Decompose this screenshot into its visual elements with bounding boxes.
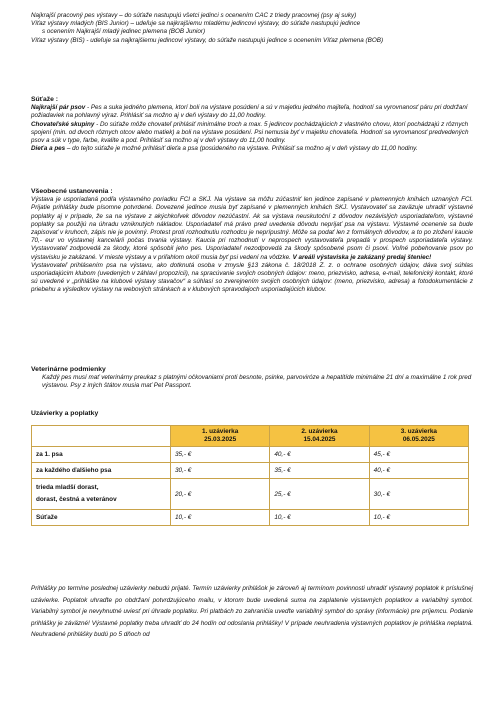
fees-row (32, 479, 469, 510)
fee-cell: 40,- € (270, 447, 369, 463)
fees-header-row (32, 426, 469, 447)
fees-row-label: za 1. psa (32, 447, 171, 463)
fee-cell: 30,- € (369, 479, 468, 510)
general-heading: Všeobecné ustanovenia : (31, 188, 113, 195)
fees-row (32, 510, 469, 526)
general-rules-text: Výstava je usporiadaná podľa výstavného poriadku FCI a SKJ. Na výstave sa môžu zúčastniť len jedince zapísané v plemenných knihách uznaných FCI. Prijatie prihlášky bude písomne potvrdené. Dovezené jedince musia byť zapísané v plemenných knihách SKJ. Vystavovateľ sa zaväzuje uhradiť výstavné poplatky aj v prípade, že sa na výstave z akýchkoľvek dôvodov nezúčastní. Ak sa výstava neuskutoční z dôvodov nezávislých usporiadateľom, výstavné poplatky sa použijú na úhradu vzniknutých nákladov. Usporiadateľ má právo pred uvedenia dôvodu neprijať psa na výstavu. Výstavné ocenenie sa bude zapisovať v kruhoch, zápis nie je povinný. Protest proti rozhodnutiu rozhodcu je neprípustný. Môže sa podať len z formálnych dôvodov, a to po zložení kaucie 70,- eur vo výstavnej kancelárii počas trvania výstavy. Kaucia pri rozhodnutí v neprospech vystavovateľa prepadá v prospech usporiadateľa výstavy. Vystavovateľ zodpovedá za škody, ktoré spôsobil jeho pes. Usporiadateľ nezodpovedá za škody spôsobené psom či psovi. Voľné pobehovanie psov po výstavisku je zakázané. V mieste výstavy a v priľahlom okolí musia byť psi vedení na vôdzke. (31, 196, 473, 261)
child-label: Dieťa a pes (31, 145, 66, 153)
award-bis: Víťaz výstavy (BIS) - udeľuje sa najkrajšiemu jedincovi výstavy, do súťaže nastupujú jedince s ocenením Víťaz plemena (BOB) (31, 36, 384, 44)
group-competition (31, 121, 473, 146)
fee-cell: 45,- € (369, 447, 468, 463)
vet-text: Každý pes musí mať veterinárny preukaz s platnými očkovaniami proti besnote, psinke, parvoviróze a hepatitíde minimálne 21 dní a maximálne 1 rok pred výstavou. Psy z iných štátov musia mať Pet Passport. (42, 374, 472, 390)
fees-header-empty (32, 426, 171, 447)
fees-row (32, 447, 469, 463)
fee-cell: 35,- € (270, 463, 369, 479)
general-rules (31, 196, 473, 262)
award-working-dog: Najkrajší pracovný pes výstavy – do súťaže nastupujú všetci jedinci s ocenením CAC z triedy pracovnej (psy aj suky) (31, 12, 357, 19)
pair-text: - Pes a suka jedného plemena, ktorí boli na výstave posúdení a sú v majetku jedného majiteľa, hodnotí sa vyrovnanosť páru pri dodržaní požiadaviek na pohlavný výraz. Prihlásiť sa možno aj v deň výstavy do 11,00 hodiny. (31, 104, 468, 120)
general-section (31, 188, 473, 295)
deadline-3-header: 3. uzávierka 06.05.2025 (369, 426, 468, 447)
fee-cell: 10,- € (171, 510, 270, 526)
footer-text: Prihlášky po termíne poslednej uzávierky nebudú prijaté. Termín uzávierky prihlášok je zároveň aj termínom povinnosti uhradiť výstavný poplatok k príslušnej uzávierke. Poplatok uhraďte po obdržaní potvrdzujúceho mailu, v ktorom bude uvedená suma na zaplatenie výstavných poplatkov a variabilný symbol. Variabilný symbol je nevyhnutné uviesť pri úhrade poplatku. Pri platbách zo zahraničia uveďte variabilný symbol do správy (informácie) pre príjemcu. Podanie prihlášky je záväzné! Výstavné poplatky treba uhradiť do 24 hodín od odoslania prihlášky! V prípade neuhradenia výstavných poplatkov je prihláška neplatná. Neuhradené prihlášky budú po 5 dňoch od (31, 585, 473, 639)
fee-cell: 25,- € (270, 479, 369, 510)
pair-competition (31, 104, 473, 120)
fees-table (31, 425, 469, 526)
vet-section (31, 366, 473, 391)
gdpr-consent: Vystavovateľ prihlásením psa na výstavu, ako dotknutá osoba v zmysle §13 zákona č. 18/2018 Z. z. o ochrane osobných údajov, dáva svoj súhlas usporiadajúcim klubom (uvedených v záhlaví propozícii), na spracúvanie svojich osobných údajov: meno, priezvisko, adresa, e-mail, telefonický kontakt, ktoré sú uvedené v „prihláške na klubové výstavy stavačov“ a súhlasí so zverejnením svojich osobných údajov: (meno, priezvisko, adresa) a fotodokumentácie z priebehu a výsledkov výstavy na webových stránkach a v klubových spravodajoch usporiadajúcich klubov. (31, 261, 473, 294)
fee-cell: 30,- € (171, 463, 270, 479)
deadline-2-header: 2. uzávierka 15.04.2025 (270, 426, 369, 447)
fee-cell: 10,- € (369, 510, 468, 526)
fees-row-label: za každého ďalšieho psa (32, 463, 171, 479)
footer-section (31, 583, 473, 641)
fees-row-label: trieda mladší dorast, dorast, čestná a veteránov (32, 479, 171, 510)
puppy-sale-ban: V areáli výstaviska je zakázaný predaj šteniec! (290, 253, 432, 261)
deadline-1-header: 1. uzávierka 25.03.2025 (171, 426, 270, 447)
award-bis-junior: Víťaz výstavy mladých (BIS Junior) – udeľuje sa najkrajšiemu mladému jedincovi výstavy, do súťaže nastupujú jedince (31, 20, 361, 28)
pair-label: Najkrajší pár psov (31, 104, 86, 112)
award-bis-junior-cont: s ocenením Najkrajší mladý jedinec plemena (BOB Junior) (42, 28, 206, 36)
fees-row-label: Súťaže (32, 510, 171, 526)
group-label: Chovateľské skupiny (31, 120, 95, 128)
competitions-heading: Súťaže : (31, 96, 59, 103)
child-text: – do tejto súťaže je možné prihlásiť dieťa a psa (posúdeného na výstave. Prihlásiť sa možno aj v deň výstavy do 11,00 hodiny. (65, 145, 418, 153)
fee-cell: 20,- € (171, 479, 270, 510)
competitions-section (31, 96, 473, 153)
fees-section (31, 410, 473, 418)
awards-section (31, 12, 473, 45)
child-competition (31, 145, 473, 153)
group-text: - Do súťaže môže chovateľ prihlásiť minimálne troch a max. 5 jedincov pochádzajúcich z vlastného chovu, ktorí pochádzajú z rôznych spojení (min. od dvoch rôznych otcov alebo matiek) a boli na výstave posúdení. Psi nemusia byť v majetku chovateľa. Hodnotí sa vyrovnanosť predvedených psov a súk v type, farbe, kvalite a pod. Prihlásiť sa možno aj v deň výstavy do 11,00 hodiny. (31, 120, 469, 145)
vet-heading: Veterinárne podmienky (31, 366, 106, 373)
fees-row (32, 463, 469, 479)
fee-cell: 10,- € (270, 510, 369, 526)
fees-heading: Uzávierky a poplatky (31, 410, 99, 417)
fee-cell: 40,- € (369, 463, 468, 479)
fee-cell: 35,- € (171, 447, 270, 463)
